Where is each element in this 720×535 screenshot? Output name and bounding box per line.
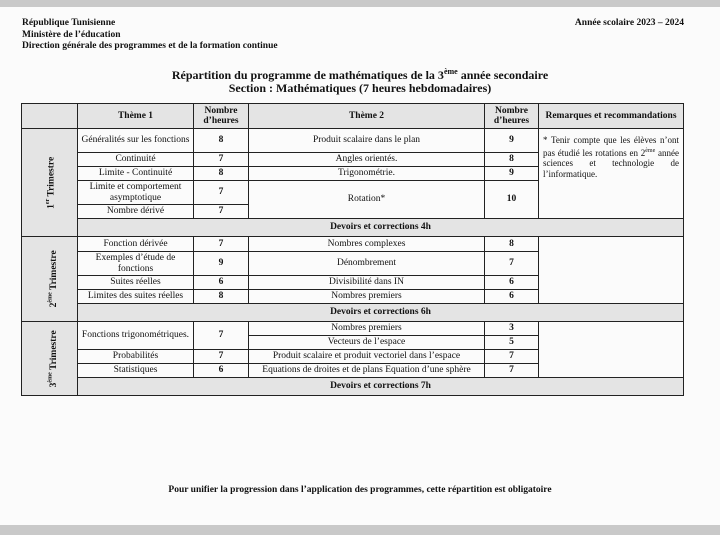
hours1-cell: 8 — [194, 167, 249, 181]
program-table — [21, 103, 684, 396]
header-theme2: Thème 2 — [249, 104, 485, 129]
trimester-3-label: 3ème Trimestre — [22, 322, 78, 396]
hours1-cell: 9 — [194, 252, 249, 276]
hours2-cell: 3 — [485, 322, 539, 336]
trimester-2-label: 2ème Trimestre — [22, 237, 78, 322]
hours2-cell: 6 — [485, 290, 539, 304]
header-line-republic: République Tunisienne — [22, 18, 116, 28]
hours2-cell: 8 — [485, 237, 539, 252]
hours2-cell: 6 — [485, 276, 539, 290]
theme2-cell: Produit scalaire et produit vectoriel dans l’espace — [249, 350, 485, 364]
remarks-cell-empty — [539, 237, 684, 304]
theme1-cell: Fonctions trigonométriques. — [78, 322, 194, 350]
theme1-cell: Généralités sur les fonctions — [78, 129, 194, 153]
theme2-cell: Trigonométrie. — [249, 167, 485, 181]
hours1-cell: 7 — [194, 350, 249, 364]
theme2-cell: Nombres complexes — [249, 237, 485, 252]
theme1-cell: Limite - Continuité — [78, 167, 194, 181]
theme1-cell: Nombre dérivé — [78, 205, 194, 219]
table-row — [22, 129, 684, 153]
hours2-cell: 7 — [485, 252, 539, 276]
theme1-cell: Limite et comportement asymptotique — [78, 181, 194, 205]
theme2-cell: Nombres premiers — [249, 322, 485, 336]
header-line-ministry: Ministère de l’éducation — [22, 29, 121, 40]
hours1-cell: 8 — [194, 129, 249, 153]
remarks-cell-empty — [539, 322, 684, 378]
devoirs-trimester-2: Devoirs et corrections 6h — [78, 304, 684, 322]
trimester-1-label: 1er Trimestre — [22, 129, 78, 237]
devoirs-row — [22, 304, 684, 322]
theme2-cell: Vecteurs de l’espace — [249, 336, 485, 350]
table-header-row — [22, 104, 684, 129]
document-page — [0, 7, 720, 525]
theme2-cell: Rotation* — [249, 181, 485, 219]
table-row — [22, 237, 684, 252]
theme2-cell: Angles orientés. — [249, 153, 485, 167]
theme1-cell: Fonction dérivée — [78, 237, 194, 252]
theme1-cell: Continuité — [78, 153, 194, 167]
header-remarks: Remarques et recommandations — [539, 104, 684, 129]
header-institution — [22, 18, 278, 53]
hours2-cell: 8 — [485, 153, 539, 167]
hours1-cell: 6 — [194, 364, 249, 378]
theme1-cell: Probabilités — [78, 350, 194, 364]
theme1-cell: Limites des suites réelles — [78, 290, 194, 304]
theme2-cell: Divisibilité dans IN — [249, 276, 485, 290]
hours2-cell: 9 — [485, 167, 539, 181]
header-empty — [22, 104, 78, 129]
devoirs-trimester-1: Devoirs et corrections 4h — [78, 219, 684, 237]
remarks-cell: * Tenir compte que les élèves n’ont pas étudié les rotations en 2ème année sciences et technologie de l’informatique. — [539, 129, 684, 219]
table-row — [22, 322, 684, 336]
theme2-cell: Dénombrement — [249, 252, 485, 276]
devoirs-trimester-3: Devoirs et corrections 7h — [78, 378, 684, 396]
hours1-cell: 7 — [194, 153, 249, 167]
hours2-cell: 10 — [485, 181, 539, 219]
header-hours2: Nombre d’heures — [485, 104, 539, 129]
theme2-cell: Produit scalaire dans le plan — [249, 129, 485, 153]
header-theme1: Thème 1 — [78, 104, 194, 129]
theme1-cell: Suites réelles — [78, 276, 194, 290]
hours2-cell: 7 — [485, 364, 539, 378]
hours2-cell: 7 — [485, 350, 539, 364]
hours1-cell: 6 — [194, 276, 249, 290]
title-line-2: Section : Mathématiques (7 heures hebdomadaires) — [228, 81, 492, 95]
hours1-cell: 7 — [194, 181, 249, 205]
devoirs-row — [22, 378, 684, 396]
devoirs-row — [22, 219, 684, 237]
header-line-direction: Direction générale des programmes et de la formation continue — [22, 41, 278, 51]
hours1-cell: 7 — [194, 205, 249, 219]
theme2-cell: Nombres premiers — [249, 290, 485, 304]
hours1-cell: 8 — [194, 290, 249, 304]
footer-note: Pour unifier la progression dans l’application des programmes, cette répartition est obligatoire — [168, 485, 552, 495]
hours1-cell: 7 — [194, 322, 249, 350]
header-school-year: Année scolaire 2023 – 2024 — [574, 18, 684, 28]
hours2-cell: 5 — [485, 336, 539, 350]
theme2-cell: Equations de droites et de plans Equation d’une sphère — [249, 364, 485, 378]
theme1-cell: Statistiques — [78, 364, 194, 378]
hours1-cell: 7 — [194, 237, 249, 252]
document-title — [0, 65, 720, 95]
header-hours1: Nombre d’heures — [194, 104, 249, 129]
theme1-cell: Exemples d’étude de fonctions — [78, 252, 194, 276]
hours2-cell: 9 — [485, 129, 539, 153]
title-line-1: Répartition du programme de mathématiques de la 3ème année secondaire — [171, 67, 549, 82]
